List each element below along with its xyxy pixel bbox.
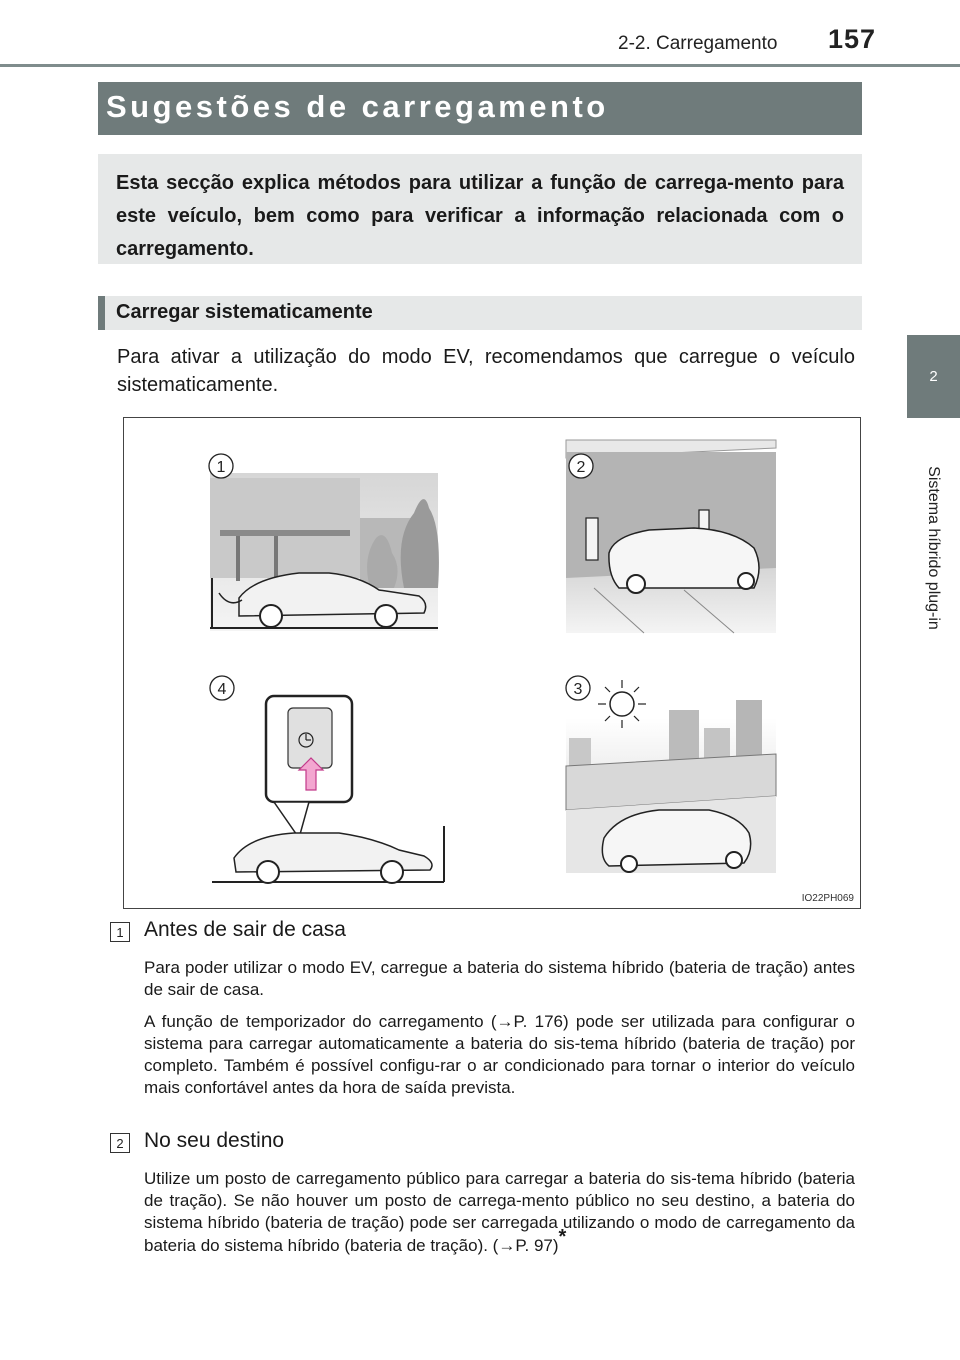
callout-4-label: 4 xyxy=(217,681,227,698)
intro-text: Esta secção explica métodos para utilizar a função de carrega-mento para este veículo, bem como para verificar a informação relacionada com o carregamento. xyxy=(116,172,844,260)
footnote-marker: * xyxy=(558,1226,567,1248)
page-number: 157 xyxy=(828,24,877,54)
callout-2-label: 2 xyxy=(576,459,586,476)
item-2-paragraph-1 xyxy=(144,1168,855,1257)
subsection-header xyxy=(98,296,862,330)
scene-home xyxy=(210,473,439,631)
item-1-paragraph-2: A função de temporizador do carregamento (→P. 176) pode ser utilizada para configurar o sistema para carregar automaticamente a bateria do sis-tema híbrido (bateria de tração) por completo. Também é possível configu-rar o ar condicionado para tornar o interior do veículo mais confortável antes da hora de saída prevista. xyxy=(144,1012,855,1097)
item-1-badge: 1 xyxy=(110,922,130,942)
header-rule xyxy=(0,64,960,67)
item-2-paragraph-1-text: Utilize um posto de carregamento público para carregar a bateria do sis-tema híbrido (bateria de tração). Se não houver um posto de carrega-mento público no seu destino, a bateria do sistema híbrido (bateria de tração) pode ser carregada utilizando o modo de carregamento da bateria do sistema híbrido (bateria de tração). (→P. 97) xyxy=(144,1169,855,1255)
section-title-bar xyxy=(98,82,862,135)
item-2-title: No seu destino xyxy=(144,1129,285,1152)
intro-box xyxy=(98,154,862,264)
subsection-paragraph: Para ativar a utilização do modo EV, recomendamos que carregue o veículo sistematicamente. xyxy=(117,346,855,396)
callout-3 xyxy=(566,676,590,700)
callout-1-label: 1 xyxy=(216,459,226,476)
chapter-tab-label-text: Sistema híbrido plug-in xyxy=(925,465,942,630)
chapter-tab-number: 2 xyxy=(907,335,960,418)
figure-code: IO22PH069 xyxy=(801,893,854,904)
scene-outdoor-parking xyxy=(566,680,776,873)
item-1-paragraph-1: Para poder utilizar o modo EV, carregue a bateria do sistema híbrido (bateria de tração) antes de sair de casa. xyxy=(144,958,855,999)
item-1-title: Antes de sair de casa xyxy=(144,918,346,941)
subsection-title: Carregar sistematicamente xyxy=(116,301,373,323)
chapter-tab-label xyxy=(903,425,960,670)
callout-2 xyxy=(569,454,593,478)
callout-1 xyxy=(209,454,233,478)
item-2-badge: 2 xyxy=(110,1133,130,1153)
section-title: Sugestões de carregamento xyxy=(106,89,609,124)
callout-4 xyxy=(210,676,234,700)
scene-timer xyxy=(212,696,444,883)
illustration-svg xyxy=(124,418,862,910)
scene-public-station xyxy=(566,440,776,633)
running-header-section: 2-2. Carregamento xyxy=(618,33,778,54)
charging-illustration xyxy=(123,417,861,909)
callout-3-label: 3 xyxy=(573,681,583,698)
